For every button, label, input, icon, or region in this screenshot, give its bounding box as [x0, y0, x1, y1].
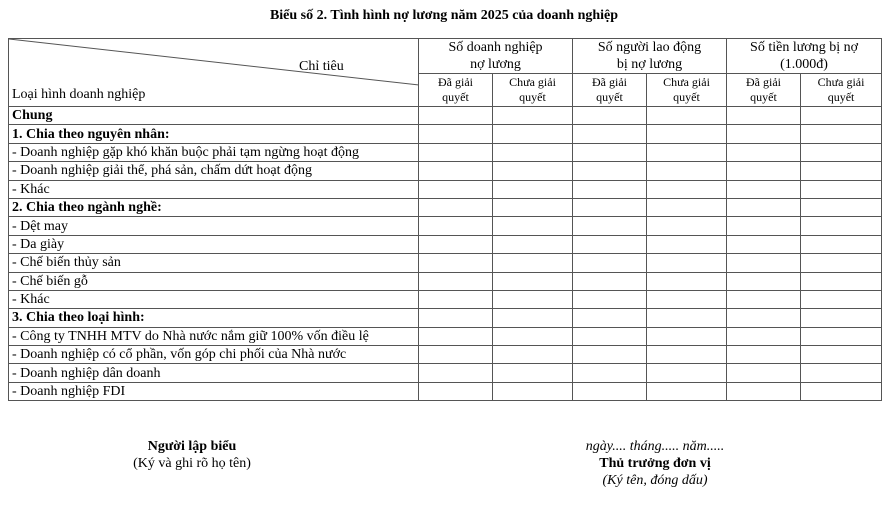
value-cell	[573, 346, 647, 364]
subheader-unresolved: Chưa giải quyết	[801, 74, 882, 107]
corner-top-label: Chỉ tiêu	[299, 59, 344, 74]
value-cell	[419, 198, 493, 216]
head-signature-block	[550, 438, 760, 489]
value-cell	[493, 125, 573, 143]
value-cell	[727, 235, 801, 253]
head-title: Thủ trưởng đơn vị	[599, 456, 711, 471]
value-cell	[727, 309, 801, 327]
table-row	[9, 162, 882, 180]
value-cell	[419, 346, 493, 364]
value-cell	[573, 364, 647, 382]
wage-debt-table	[8, 38, 882, 401]
value-cell	[801, 272, 882, 290]
value-cell	[573, 254, 647, 272]
value-cell	[647, 272, 727, 290]
table-row	[9, 346, 882, 364]
value-cell	[419, 327, 493, 345]
value-cell	[647, 364, 727, 382]
value-cell	[419, 217, 493, 235]
form-title: Biểu số 2. Tình hình nợ lương năm 2025 của doanh nghiệp	[269, 8, 619, 23]
value-cell	[727, 143, 801, 161]
table-row	[9, 327, 882, 345]
value-cell	[801, 180, 882, 198]
row-label: - Dệt may	[9, 217, 419, 235]
value-cell	[493, 309, 573, 327]
row-label: Chung	[9, 107, 419, 125]
value-cell	[727, 290, 801, 308]
value-cell	[419, 180, 493, 198]
row-label: - Khác	[9, 290, 419, 308]
group-header-amount: Số tiền lương bị nợ (1.000đ)	[727, 39, 882, 74]
table-row	[9, 180, 882, 198]
value-cell	[727, 346, 801, 364]
value-cell	[493, 107, 573, 125]
value-cell	[801, 364, 882, 382]
table-row	[9, 272, 882, 290]
value-cell	[573, 290, 647, 308]
value-cell	[647, 235, 727, 253]
value-cell	[493, 217, 573, 235]
table-body	[9, 107, 882, 401]
value-cell	[573, 327, 647, 345]
value-cell	[419, 309, 493, 327]
value-cell	[419, 364, 493, 382]
value-cell	[419, 290, 493, 308]
value-cell	[493, 290, 573, 308]
value-cell	[419, 382, 493, 400]
table-row	[9, 382, 882, 400]
row-label: - Doanh nghiệp giải thể, phá sản, chấm dứt hoạt động	[9, 162, 419, 180]
value-cell	[801, 107, 882, 125]
table-row	[9, 125, 882, 143]
date-line: ngày.... tháng..... năm.....	[585, 439, 725, 454]
value-cell	[419, 162, 493, 180]
table-row	[9, 235, 882, 253]
value-cell	[573, 309, 647, 327]
value-cell	[801, 382, 882, 400]
value-cell	[727, 217, 801, 235]
value-cell	[647, 382, 727, 400]
table-row	[9, 198, 882, 216]
table-row	[9, 107, 882, 125]
table-row	[9, 364, 882, 382]
value-cell	[801, 290, 882, 308]
value-cell	[493, 180, 573, 198]
row-label: - Doanh nghiệp gặp khó khăn buộc phải tạm ngừng hoạt động	[9, 143, 419, 161]
value-cell	[801, 346, 882, 364]
table-row	[9, 290, 882, 308]
value-cell	[573, 198, 647, 216]
value-cell	[727, 272, 801, 290]
value-cell	[647, 107, 727, 125]
value-cell	[647, 198, 727, 216]
value-cell	[801, 217, 882, 235]
value-cell	[573, 272, 647, 290]
table-row	[9, 309, 882, 327]
value-cell	[647, 290, 727, 308]
preparer-note: (Ký và ghi rõ họ tên)	[133, 456, 251, 471]
value-cell	[493, 364, 573, 382]
header-row-groups	[9, 39, 882, 74]
value-cell	[801, 162, 882, 180]
corner-bottom-label: Loại hình doanh nghiệp	[12, 87, 146, 102]
row-label: - Chế biến thủy sản	[9, 254, 419, 272]
value-cell	[801, 125, 882, 143]
row-label: 3. Chia theo loại hình:	[9, 309, 419, 327]
value-cell	[801, 143, 882, 161]
subheader-unresolved: Chưa giải quyết	[647, 74, 727, 107]
value-cell	[573, 143, 647, 161]
value-cell	[801, 327, 882, 345]
value-cell	[727, 125, 801, 143]
value-cell	[801, 309, 882, 327]
value-cell	[493, 327, 573, 345]
value-cell	[419, 125, 493, 143]
value-cell	[493, 198, 573, 216]
value-cell	[573, 125, 647, 143]
value-cell	[801, 198, 882, 216]
value-cell	[573, 180, 647, 198]
group-header-enterprises: Số doanh nghiệp nợ lương	[419, 39, 573, 74]
value-cell	[493, 272, 573, 290]
table-row	[9, 254, 882, 272]
value-cell	[573, 235, 647, 253]
value-cell	[727, 107, 801, 125]
value-cell	[419, 254, 493, 272]
value-cell	[647, 180, 727, 198]
row-label: - Chế biến gỗ	[9, 272, 419, 290]
group-header-workers: Số người lao động bị nợ lương	[573, 39, 727, 74]
value-cell	[573, 162, 647, 180]
value-cell	[647, 254, 727, 272]
row-label: 2. Chia theo ngành nghề:	[9, 198, 419, 216]
row-label: - Doanh nghiệp có cổ phần, vốn góp chi phối của Nhà nước	[9, 346, 419, 364]
table-row	[9, 217, 882, 235]
subheader-resolved: Đã giải quyết	[573, 74, 647, 107]
value-cell	[647, 143, 727, 161]
value-cell	[493, 162, 573, 180]
value-cell	[801, 235, 882, 253]
value-cell	[727, 162, 801, 180]
value-cell	[493, 143, 573, 161]
value-cell	[419, 272, 493, 290]
value-cell	[727, 382, 801, 400]
value-cell	[727, 180, 801, 198]
value-cell	[647, 309, 727, 327]
value-cell	[727, 254, 801, 272]
value-cell	[727, 327, 801, 345]
row-label: - Doanh nghiệp dân doanh	[9, 364, 419, 382]
subheader-resolved: Đã giải quyết	[727, 74, 801, 107]
value-cell	[573, 382, 647, 400]
value-cell	[647, 217, 727, 235]
preparer-signature-block	[102, 438, 282, 472]
head-note: (Ký tên, đóng dấu)	[602, 473, 708, 488]
value-cell	[493, 346, 573, 364]
value-cell	[647, 346, 727, 364]
value-cell	[419, 235, 493, 253]
preparer-title: Người lập biểu	[147, 439, 237, 454]
value-cell	[801, 254, 882, 272]
value-cell	[727, 198, 801, 216]
corner-header-cell	[9, 39, 419, 107]
value-cell	[493, 235, 573, 253]
value-cell	[419, 143, 493, 161]
row-label: - Da giày	[9, 235, 419, 253]
value-cell	[493, 382, 573, 400]
value-cell	[493, 254, 573, 272]
value-cell	[419, 107, 493, 125]
subheader-unresolved: Chưa giải quyết	[493, 74, 573, 107]
value-cell	[647, 162, 727, 180]
row-label: 1. Chia theo nguyên nhân:	[9, 125, 419, 143]
value-cell	[647, 327, 727, 345]
value-cell	[727, 364, 801, 382]
row-label: - Doanh nghiệp FDI	[9, 382, 419, 400]
value-cell	[647, 125, 727, 143]
value-cell	[573, 217, 647, 235]
row-label: - Công ty TNHH MTV do Nhà nước nắm giữ 100% vốn điều lệ	[9, 327, 419, 345]
row-label: - Khác	[9, 180, 419, 198]
table-row	[9, 143, 882, 161]
value-cell	[573, 107, 647, 125]
subheader-resolved: Đã giải quyết	[419, 74, 493, 107]
